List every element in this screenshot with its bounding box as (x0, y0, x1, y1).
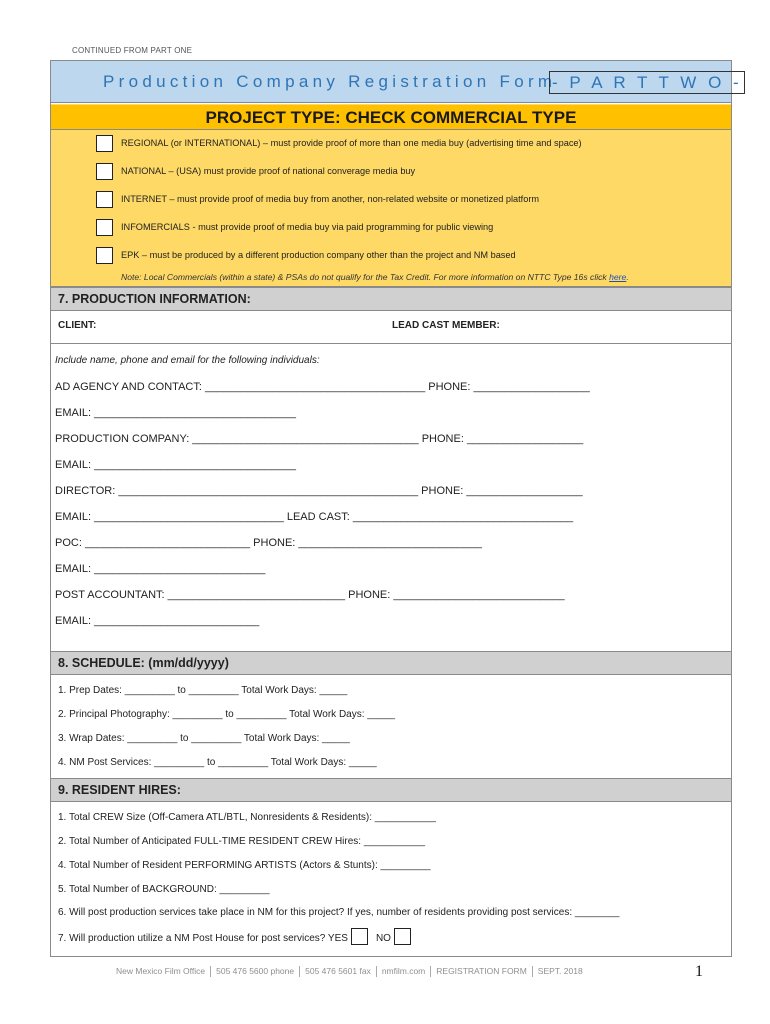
option-label: EPK – must be produced by a different production company other than the project and NM based (121, 250, 516, 260)
form-title: Production Company Registration Form (103, 72, 557, 91)
poc-row[interactable]: POC: ___________________________ PHONE: ______________________________ (55, 537, 482, 549)
schedule-heading (51, 651, 731, 675)
performing-artists-row[interactable]: 4. Total Number of Resident PERFORMING ARTISTS (Actors & Stunts): _________ (58, 860, 431, 871)
footer-form-name: REGISTRATION FORM (436, 966, 527, 976)
form-frame (50, 60, 743, 957)
note-end: . (626, 272, 629, 282)
ad-agency-row[interactable]: AD AGENCY AND CONTACT: ____________________________________ PHONE: ___________________ (55, 381, 590, 393)
footer-website[interactable]: nmfilm.com (381, 966, 426, 976)
footer-fax: 505 476 5601 fax (305, 966, 371, 976)
footer-date: SEPT. 2018 (537, 966, 583, 976)
title-bar (51, 61, 743, 103)
no-checkbox[interactable] (394, 928, 411, 945)
footer-phone: 505 476 5600 phone (216, 966, 295, 976)
post-accountant-email-row[interactable]: EMAIL: ___________________________ (55, 615, 260, 627)
section-title: 7. PRODUCTION INFORMATION: (58, 292, 251, 306)
option-label: NATIONAL – (USA) must provide proof of national converage media buy (121, 166, 416, 176)
wrap-dates-row[interactable]: 3. Wrap Dates: _________ to _________ Total Work Days: _____ (58, 733, 350, 744)
yes-checkbox[interactable] (351, 928, 368, 945)
tax-credit-note (121, 272, 629, 282)
production-info-heading (51, 287, 731, 311)
note-text: Note: Local Commercials (within a state) & PSAs do not qualify for the Tax Credit. For more information on NTTC Type 16s click (121, 272, 610, 282)
instruction-text: Include name, phone and email for the following individuals: (55, 355, 320, 366)
option-label: INTERNET – must provide proof of media buy from another, non-related website or monetized platform (121, 194, 540, 204)
production-company-email-row[interactable]: EMAIL: _________________________________ (55, 459, 297, 471)
more-info-link[interactable]: here (609, 272, 627, 282)
option-label: REGIONAL (or INTERNATIONAL) – must provide proof of more than one media buy (advertising time and space) (121, 138, 582, 148)
regional-checkbox[interactable] (96, 135, 113, 152)
continued-label: CONTINUED FROM PART ONE (72, 46, 193, 55)
director-row[interactable]: DIRECTOR: _________________________________________________ PHONE: ___________________ (55, 485, 583, 497)
internet-checkbox[interactable] (96, 191, 113, 208)
lead-cast-member-label: LEAD CAST MEMBER: (392, 320, 500, 331)
resident-hires-heading (51, 778, 731, 802)
epk-checkbox[interactable] (96, 247, 113, 264)
post-production-row[interactable]: 6. Will post production services take place in NM for this project? If yes, number of residents providing post services: ________ (58, 907, 620, 918)
infomercials-checkbox[interactable] (96, 219, 113, 236)
principal-photography-row[interactable]: 2. Principal Photography: _________ to _________ Total Work Days: _____ (58, 709, 396, 720)
divider (51, 343, 731, 344)
poc-email-row[interactable]: EMAIL: ____________________________ (55, 563, 266, 575)
project-type-section (51, 104, 731, 287)
ad-agency-email-row[interactable]: EMAIL: _________________________________ (55, 407, 297, 419)
post-house-question: 7. Will production utilize a NM Post House for post services? YES (58, 933, 348, 945)
director-email-lead-cast-row[interactable]: EMAIL: _______________________________ LEAD CAST: ____________________________________ (55, 511, 574, 523)
nm-post-services-row[interactable]: 4. NM Post Services: _________ to _________ Total Work Days: _____ (58, 757, 377, 768)
no-label: NO (375, 933, 391, 945)
total-crew-row[interactable]: 1. Total CREW Size (Off-Camera ATL/BTL, Nonresidents & Residents): ___________ (58, 812, 436, 823)
page-number: 1 (695, 963, 703, 980)
full-time-crew-row[interactable]: 2. Total Number of Anticipated FULL-TIME RESIDENT CREW Hires: ___________ (58, 836, 426, 847)
section-title: 9. RESIDENT HIRES: (58, 783, 181, 797)
prep-dates-row[interactable]: 1. Prep Dates: _________ to _________ Total Work Days: _____ (58, 685, 348, 696)
production-company-row[interactable]: PRODUCTION COMPANY: _____________________________________ PHONE: ___________________ (55, 433, 584, 445)
background-row[interactable]: 5. Total Number of BACKGROUND: _________ (58, 884, 270, 895)
footer (116, 966, 583, 977)
client-label: CLIENT: (58, 320, 97, 331)
post-house-row (58, 930, 419, 947)
footer-office: New Mexico Film Office (116, 966, 206, 976)
option-label: INFOMERCIALS - must provide proof of media buy via paid programming for public viewing (121, 222, 494, 232)
section-title: 8. SCHEDULE: (mm/dd/yyyy) (58, 656, 229, 670)
part-two-label: - P A R T T W O - (549, 71, 745, 94)
national-checkbox[interactable] (96, 163, 113, 180)
post-accountant-row[interactable]: POST ACCOUNTANT: _____________________________ PHONE: ____________________________ (55, 589, 565, 601)
project-type-heading: PROJECT TYPE: CHECK COMMERCIAL TYPE (51, 105, 731, 130)
